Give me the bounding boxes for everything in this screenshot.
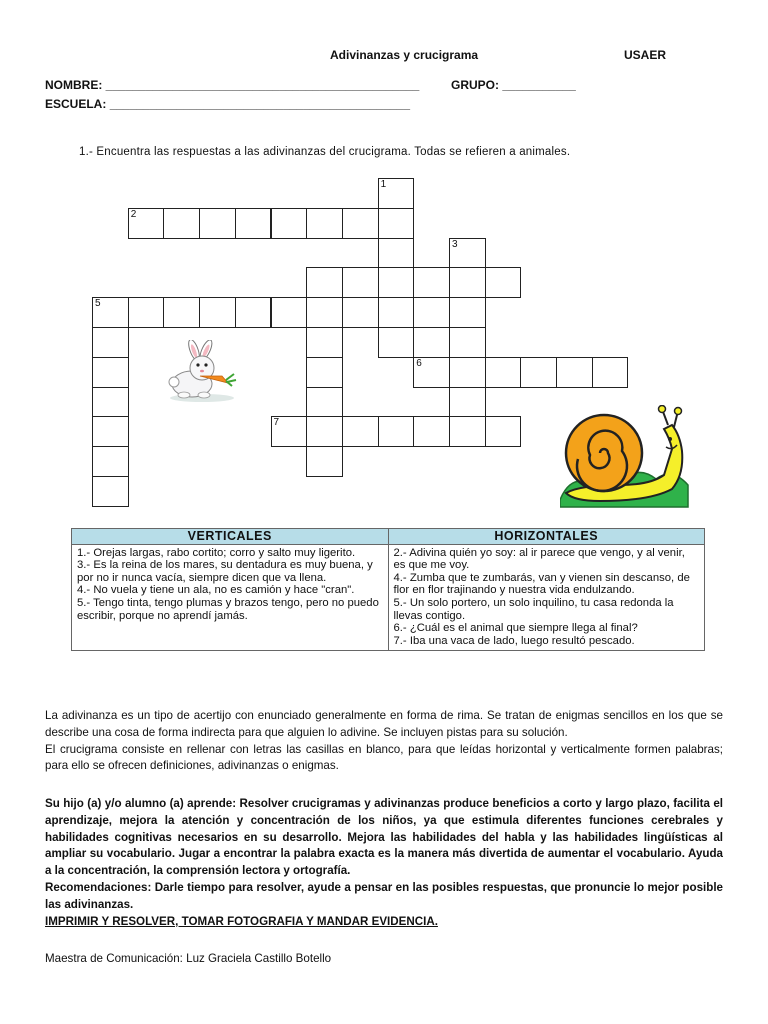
crossword-cell[interactable] xyxy=(306,416,343,447)
crossword-cell[interactable] xyxy=(271,297,308,328)
crossword-cell[interactable] xyxy=(485,416,522,447)
crossword-cell[interactable] xyxy=(271,208,308,239)
crossword-cell[interactable] xyxy=(413,357,450,388)
crossword-cell[interactable] xyxy=(592,357,629,388)
benefits-paragraph: Su hijo (a) y/o alumno (a) aprende: Resolver crucigramas y adivinanzas produce beneficios a corto y largo plazo, facilita el aprendizaje, mejora la atención y concentración de los niños, ya que estimula diferentes funciones cerebrales y habilidades cognitivas necesarios en su desarrollo. Mejora las habilidades del habla y las habilidades lingüísticas al ampliar su vocabulario. Jugar a encontrar la palabra exacta es la manera más divertida de aumentar el vocabulario. Ayuda a la concentración, la comprensión lectora y ortografía. xyxy=(45,797,723,878)
crossword-cell[interactable] xyxy=(449,297,486,328)
horizontal-clues xyxy=(388,544,705,651)
crossword-cell[interactable] xyxy=(306,446,343,477)
clue-number-2: 2 xyxy=(130,208,137,220)
crossword-cell[interactable] xyxy=(306,208,343,239)
snail-icon xyxy=(560,405,690,510)
crossword-definition: El crucigrama consiste en rellenar con letras las casillas en blanco, para que leídas horizontal y verticalmente formen palabras; para ello se ofrecen definiciones, adivinanzas o enigmas. xyxy=(45,742,723,773)
clues-table xyxy=(71,528,705,651)
name-blank-line: _______________________________________________ xyxy=(105,78,420,92)
group-label: GRUPO: xyxy=(451,78,499,92)
clue-number-1: 1 xyxy=(380,179,387,190)
clue-number-7: 7 xyxy=(273,417,280,429)
crossword-cell[interactable] xyxy=(413,297,450,328)
crossword-cell[interactable] xyxy=(199,297,236,328)
crossword-cell[interactable] xyxy=(378,416,415,447)
crossword-cell[interactable] xyxy=(378,327,415,358)
rabbit-with-carrot-icon xyxy=(160,340,244,404)
vertical-clue-1: 1.- Orejas largas, rabo cortito; corro y salto muy ligerito. xyxy=(77,546,356,559)
crossword-cell[interactable] xyxy=(378,238,415,269)
crossword-cell[interactable] xyxy=(449,327,486,358)
crossword-cell[interactable] xyxy=(92,327,129,358)
crossword-cell[interactable] xyxy=(306,387,343,418)
group-blank-line: ___________ xyxy=(502,78,576,92)
school-blank-line: _____________________________________________ xyxy=(109,97,411,111)
crossword-cell[interactable] xyxy=(306,297,343,328)
crossword-cell[interactable] xyxy=(449,387,486,418)
crossword-cell[interactable] xyxy=(235,208,272,239)
school-label: ESCUELA: xyxy=(45,97,107,111)
clue-number-5: 5 xyxy=(95,298,101,310)
exercise-instruction: 1.- Encuentra las respuestas a las adivinanzas del crucigrama. Todas se refieren a animales. xyxy=(79,146,571,158)
crossword-cell[interactable] xyxy=(128,297,165,328)
crossword-cell[interactable] xyxy=(378,297,415,328)
crossword-cell[interactable] xyxy=(556,357,593,388)
clue-number-3: 3 xyxy=(452,238,458,250)
horizontal-clue-7: 7.- Iba una vaca de lado, luego resultó pescado. xyxy=(393,634,635,647)
explanation-text xyxy=(45,708,723,775)
crossword-cell[interactable] xyxy=(342,267,379,298)
crossword-cell[interactable] xyxy=(378,208,415,239)
crossword-cell[interactable] xyxy=(92,357,129,388)
crossword-cell[interactable] xyxy=(485,357,522,388)
crossword-cell[interactable] xyxy=(449,238,486,269)
crossword-cell[interactable] xyxy=(92,297,129,328)
crossword-cell[interactable] xyxy=(92,387,129,418)
horizontal-clue-6: 6.- ¿Cuál es el animal que siempre llega al final? xyxy=(393,622,638,635)
clue-number-6: 6 xyxy=(416,357,422,369)
crossword-cell[interactable] xyxy=(92,446,129,477)
crossword-cell[interactable] xyxy=(92,416,129,447)
teacher-signature: Maestra de Comunicación: Luz Graciela Castillo Botello xyxy=(45,952,332,965)
crossword-cell[interactable] xyxy=(342,416,379,447)
horizontals-header: HORIZONTALES xyxy=(388,529,705,545)
horizontal-clue-5: 5.- Un solo portero, un solo inquilino, tu casa redonda la llevas contigo. xyxy=(393,596,674,622)
crossword-cell[interactable] xyxy=(520,357,557,388)
horizontal-clue-4: 4.- Zumba que te zumbarás, van y vienen sin descanso, de flor en flor trajinando y nuestra vida endulzando. xyxy=(393,571,690,597)
crossword-cell[interactable] xyxy=(413,267,450,298)
document-title: Adivinanzas y crucigrama xyxy=(330,48,479,62)
crossword-cell[interactable] xyxy=(163,297,200,328)
crossword-cell[interactable] xyxy=(449,357,486,388)
organization-label: USAER xyxy=(624,48,667,62)
vertical-clue-5: 5.- Tengo tinta, tengo plumas y brazos tengo, pero no puedo escribir, porque no aprendí jamás. xyxy=(77,596,379,622)
crossword-cell[interactable] xyxy=(271,416,308,447)
vertical-clue-4: 4.- No vuela y tiene un ala, no es camión y hace "cran". xyxy=(77,584,355,597)
instructions-evidence: IMPRIMIR Y RESOLVER, TOMAR FOTOGRAFIA Y MANDAR EVIDENCIA. xyxy=(45,914,438,928)
crossword-cell[interactable] xyxy=(306,357,343,388)
riddle-definition: La adivinanza es un tipo de acertijo con enunciado generalmente en forma de rima. Se tratan de enigmas sencillos en los que se describe una cosa de forma indirecta para que alguien lo adivine. Se incluyen pistas para su solución. xyxy=(45,709,723,739)
crossword-cell[interactable] xyxy=(235,297,272,328)
vertical-clues xyxy=(72,544,389,651)
crossword-cell[interactable] xyxy=(306,267,343,298)
benefits-text xyxy=(45,796,723,930)
horizontal-clue-2: 2.- Adivina quién yo soy: al ir parece que vengo, y al venir, es que me voy. xyxy=(393,546,685,572)
crossword-cell[interactable] xyxy=(449,267,486,298)
name-label: NOMBRE: xyxy=(45,78,103,92)
crossword-cell[interactable] xyxy=(378,178,415,209)
crossword-cell[interactable] xyxy=(92,476,129,507)
crossword-cell[interactable] xyxy=(413,416,450,447)
crossword-cell[interactable] xyxy=(128,208,165,239)
crossword-cell[interactable] xyxy=(342,297,379,328)
crossword-cell[interactable] xyxy=(449,416,486,447)
crossword-cell[interactable] xyxy=(163,208,200,239)
crossword-cell[interactable] xyxy=(306,327,343,358)
crossword-cell[interactable] xyxy=(485,267,522,298)
crossword-cell[interactable] xyxy=(342,208,379,239)
verticals-header: VERTICALES xyxy=(72,529,389,545)
vertical-clue-3: 3.- Es la reina de los mares, su dentadura es muy buena, y por no ir nunca vacía, siempre dicen que va llena. xyxy=(77,559,373,584)
crossword-cell[interactable] xyxy=(378,267,415,298)
recommendations-paragraph: Recomendaciones: Darle tiempo para resolver, ayude a pensar en las posibles respuestas, que pronuncie lo mejor posible las adivinanzas. xyxy=(45,880,723,911)
crossword-cell[interactable] xyxy=(199,208,236,239)
